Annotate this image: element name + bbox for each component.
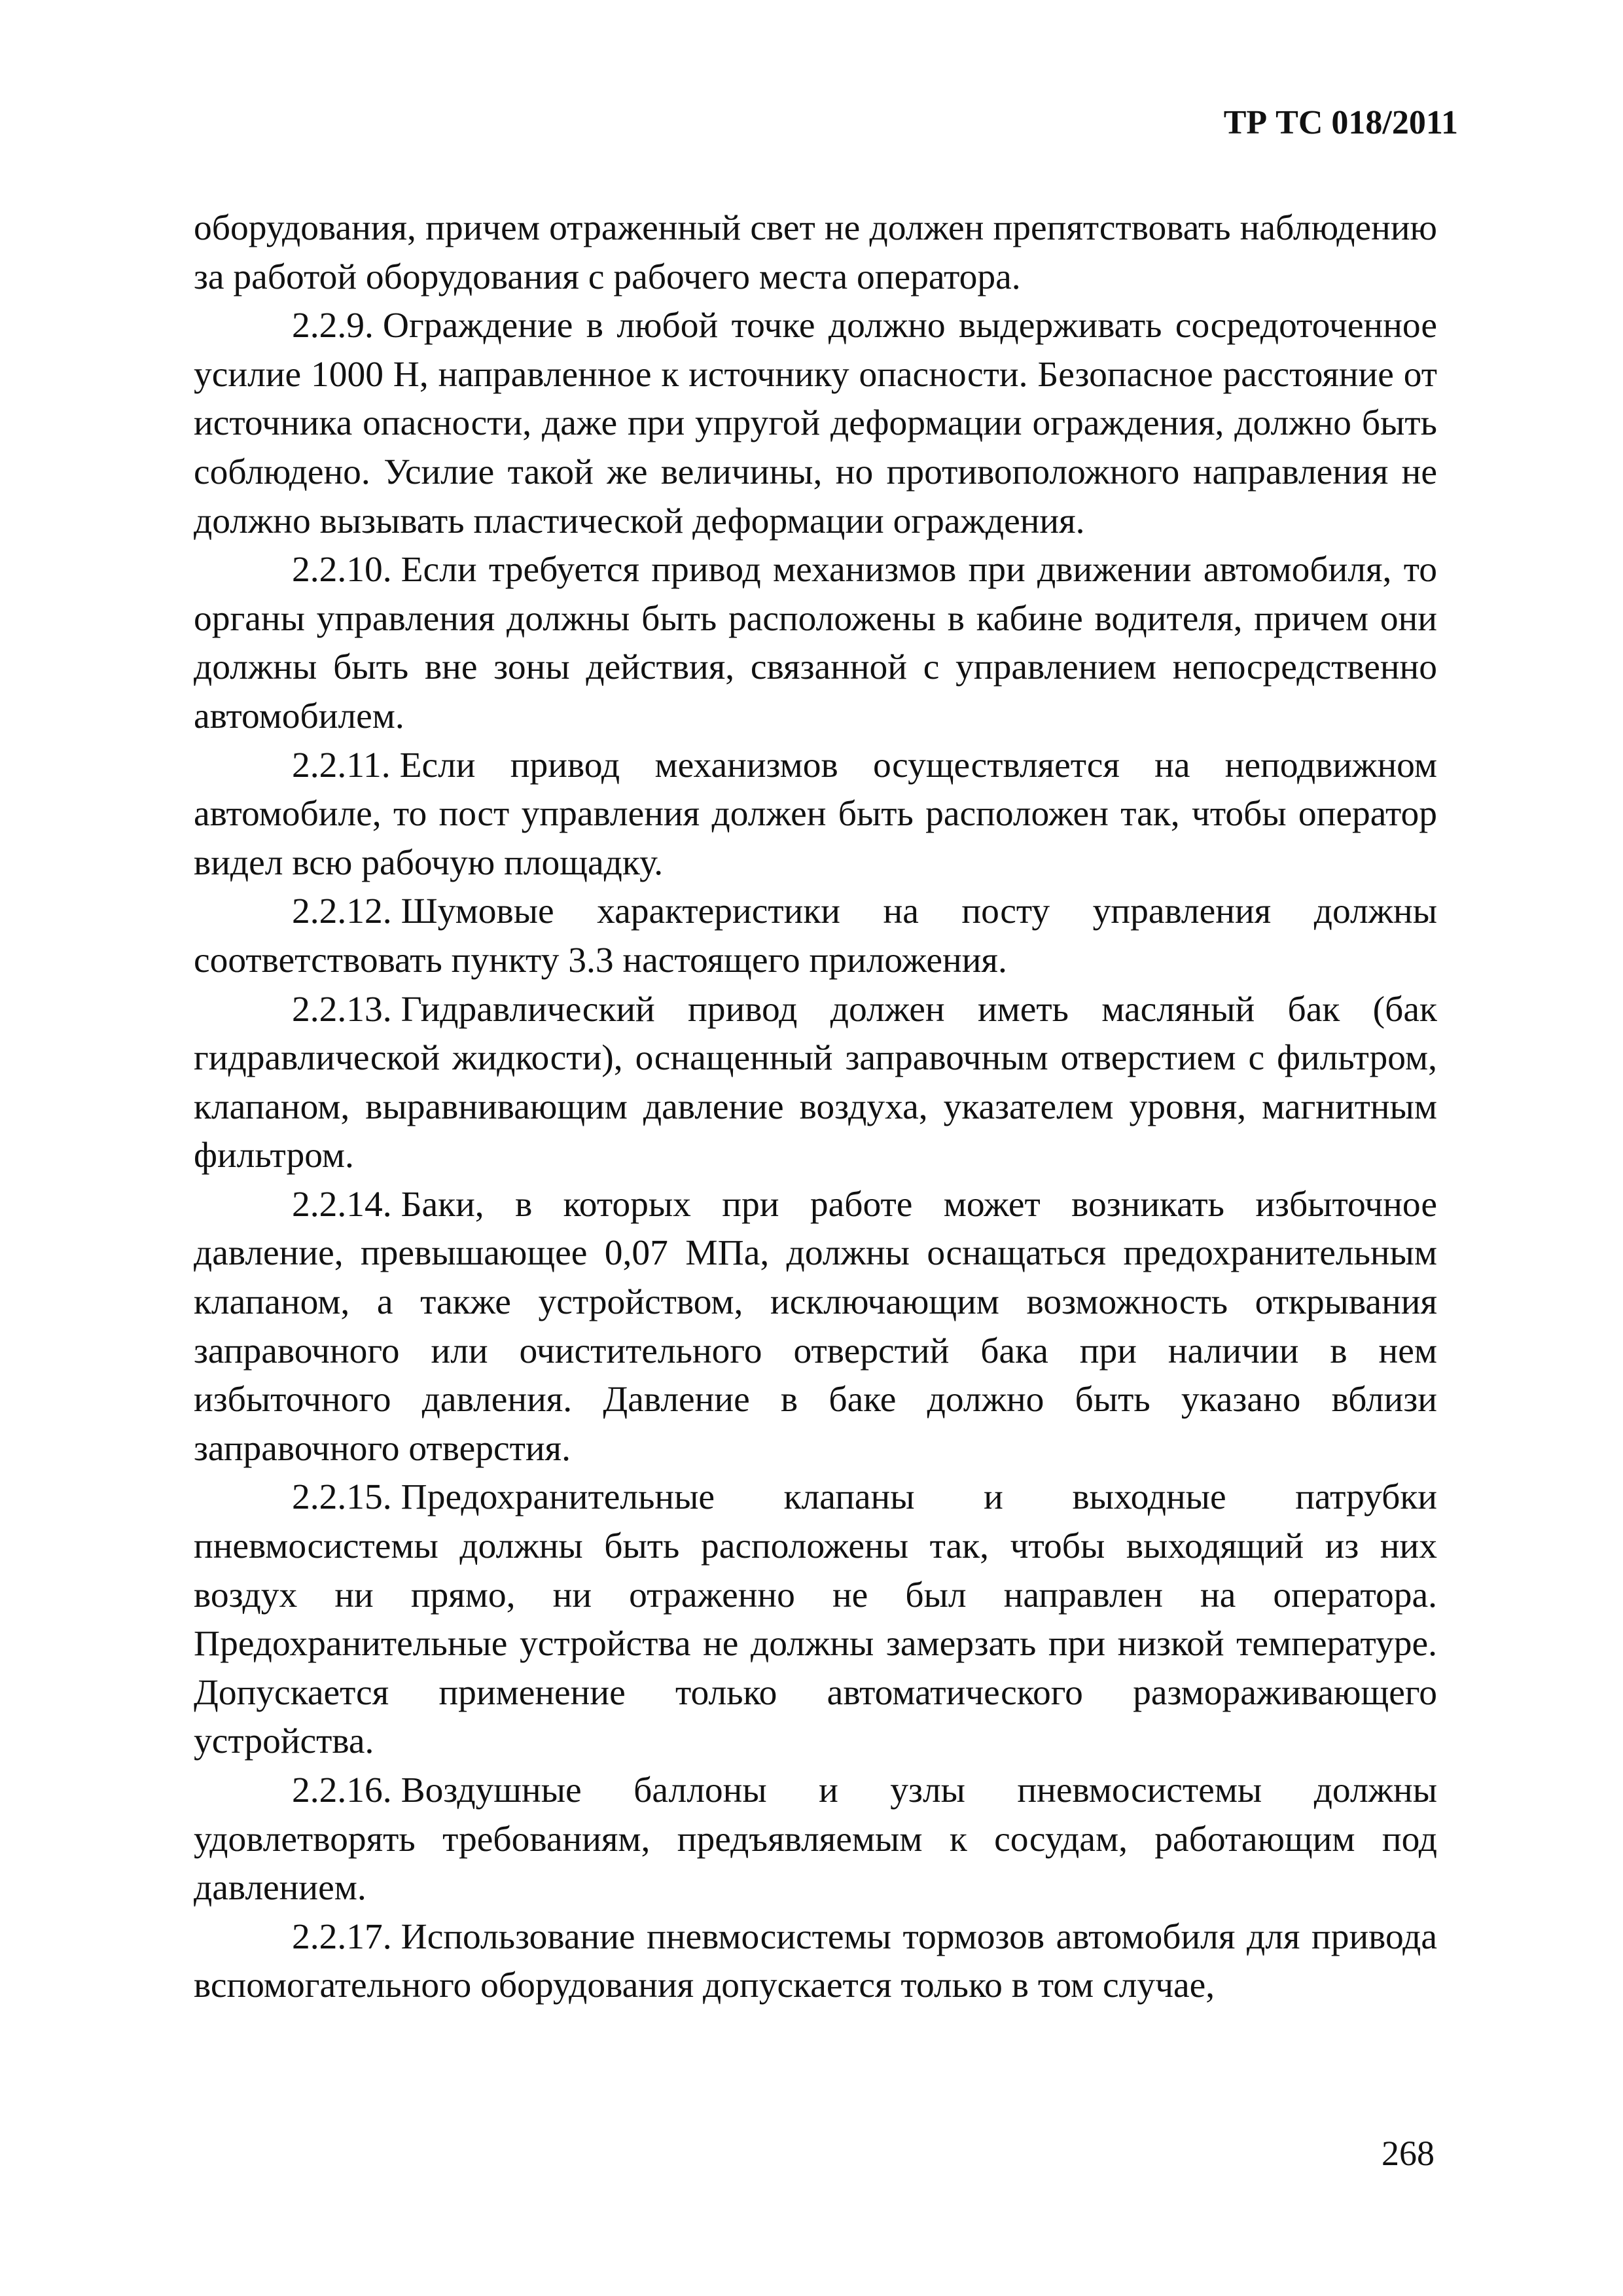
paragraph-number: 2.2.9.: [292, 306, 374, 346]
paragraph-2-2-17: [194, 1913, 1437, 2011]
paragraph-text: Баки, в которых при работе может возникать избыточное давление, превышающее 0,07 МПа, должны оснащаться предохранительным клапаном, а также устройством, исключающим возможность открывания заправочного или очистительного отверстий бака при наличии в нем избыточного давления. Давление в баке должно быть указано вблизи заправочного отверстия.: [194, 1184, 1437, 1469]
paragraph-text: Если требуется привод механизмов при движении автомобиля, то органы управления должны быть расположены в кабине водителя, причем они должны быть вне зоны действия, связанной с управлением непосредственно автомобилем.: [194, 550, 1437, 736]
page-number: 268: [1382, 2134, 1435, 2173]
paragraph-text: Воздушные баллоны и узлы пневмосистемы должны удовлетворять требованиям, предъявляемым к сосудам, работающим под давлением.: [194, 1770, 1437, 1909]
paragraph-2-2-9: [194, 302, 1437, 546]
paragraph-number: 2.2.10.: [292, 550, 392, 590]
paragraph-2-2-14: [194, 1181, 1437, 1474]
paragraph-number: 2.2.16.: [292, 1770, 392, 1810]
paragraph-number: 2.2.12.: [292, 891, 392, 932]
paragraph-2-2-16: [194, 1767, 1437, 1913]
document-code-header: ТР ТС 018/2011: [1223, 104, 1458, 141]
paragraph-number: 2.2.14.: [292, 1184, 392, 1225]
paragraph-text: Ограждение в любой точке должно выдерживать сосредоточенное усилие 1000 Н, направленное к источнику опасности. Безопасное расстояние от источника опасности, даже при упругой деформации ограждения, должно быть соблюдено. Усилие такой же величины, но противоположного направления не должно вызывать пластической деформации ограждения.: [194, 306, 1437, 541]
paragraph-2-2-15: [194, 1473, 1437, 1767]
paragraph-text: Гидравлический привод должен иметь масляный бак (бак гидравлической жидкости), оснащенный заправочным отверстием с фильтром, клапаном, выравнивающим давление воздуха, указателем уровня, магнитным фильтром.: [194, 989, 1437, 1176]
paragraph-text: оборудования, причем отраженный свет не должен препятствовать наблюдению за работой оборудования с рабочего места оператора.: [194, 208, 1437, 297]
paragraph-2-2-10: [194, 546, 1437, 741]
paragraph-number: 2.2.11.: [292, 745, 391, 785]
paragraph-continuation: [194, 204, 1437, 302]
paragraph-text: Предохранительные клапаны и выходные патрубки пневмосистемы должны быть расположены так, чтобы выходящий из них воздух ни прямо, ни отраженно не был направлен на оператора. Предохранительные устройства не должны замерзать при низкой температуре. Допускается применение только автоматического размораживающего устройства.: [194, 1477, 1437, 1762]
paragraph-2-2-13: [194, 986, 1437, 1181]
paragraph-2-2-12: [194, 888, 1437, 985]
paragraph-number: 2.2.13.: [292, 989, 392, 1030]
paragraph-number: 2.2.15.: [292, 1477, 392, 1518]
paragraph-text: Использование пневмосистемы тормозов автомобиля для привода вспомогательного оборудования допускается только в том случае,: [194, 1916, 1437, 2006]
paragraph-text: Шумовые характеристики на посту управления должны соответствовать пункту 3.3 настоящего приложения.: [194, 891, 1437, 980]
paragraph-text: Если привод механизмов осуществляется на неподвижном автомобиле, то пост управления должен быть расположен так, чтобы оператор видел всю рабочую площадку.: [194, 745, 1437, 883]
document-body: [194, 204, 1437, 2011]
paragraph-number: 2.2.17.: [292, 1916, 392, 1957]
paragraph-2-2-11: [194, 742, 1437, 888]
